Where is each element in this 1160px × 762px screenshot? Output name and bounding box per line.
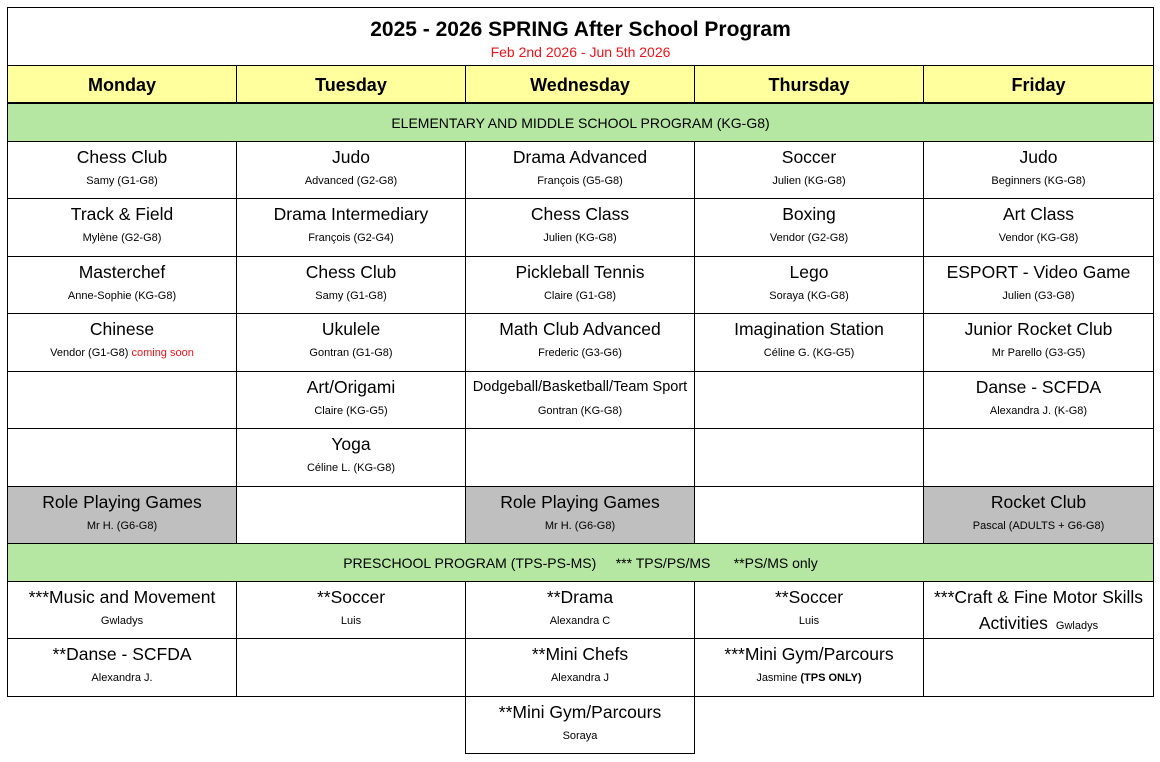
- activity-detail: [924, 232, 1153, 244]
- elementary-cell-masterchef: [7, 256, 237, 314]
- activity-instructor: Julien (G3-G8): [1002, 290, 1075, 302]
- activity-name: ***Music and Movement: [28, 587, 216, 607]
- activity-name: Role Playing Games: [500, 492, 660, 512]
- activity-instructor: Soraya: [562, 730, 598, 742]
- activity-name-line2: [924, 613, 1153, 634]
- activity-name: ***Mini Gym/Parcours: [724, 644, 894, 664]
- elementary-cell-empty: [694, 486, 924, 544]
- preschool-cell-soccer: [236, 581, 466, 639]
- activity-detail: [695, 290, 923, 302]
- activity-detail: [8, 672, 236, 684]
- activity-instructor: Gwladys: [1055, 620, 1099, 632]
- activity-instructor: Alexandra J.: [91, 672, 153, 684]
- elementary-cell-role-playing-games: [465, 486, 695, 544]
- activity-instructor: Alexandra J. (K-G8): [989, 405, 1088, 417]
- elementary-cell-dodgeball-basketball-team-sport: [465, 371, 695, 429]
- day-header-monday: Monday: [7, 65, 237, 103]
- activity-instructor: François (G5-G8): [537, 175, 623, 187]
- activity-detail: [8, 520, 236, 532]
- activity-name: Chinese: [89, 319, 155, 339]
- elementary-cell-empty: [7, 371, 237, 429]
- preschool-cell-soccer: [694, 581, 924, 639]
- activity-instructor: Céline G. (KG-G5): [763, 347, 855, 359]
- preschool-cell-mini-chefs: [465, 638, 695, 697]
- elementary-cell-imagination-station: [694, 313, 924, 372]
- preschool-cell-music-and-movement: [7, 581, 237, 639]
- activity-instructor: Samy (G1-G8): [315, 290, 387, 302]
- activity-name-cont: Activities: [978, 613, 1048, 633]
- activity-instructor: Gwladys: [100, 615, 144, 627]
- activity-name: ***Craft & Fine Motor Skills: [933, 587, 1144, 607]
- activity-name: Judo: [332, 147, 370, 167]
- activity-instructor: Céline L. (KG-G8): [306, 462, 396, 474]
- activity-name: Art/Origami: [306, 377, 396, 397]
- elementary-cell-math-club-advanced: [465, 313, 695, 372]
- activity-instructor: Vendor (KG-G8): [998, 232, 1079, 244]
- activity-instructor: Julien (KG-G8): [543, 232, 617, 244]
- preschool-cell-danse-scfda: [7, 638, 237, 697]
- activity-detail: [466, 290, 694, 302]
- activity-detail: [466, 347, 694, 359]
- activity-name: **Soccer: [774, 587, 844, 607]
- activity-instructor: Beginners (KG-G8): [991, 175, 1086, 187]
- elementary-cell-danse-scfda: [923, 371, 1154, 429]
- elementary-cell-yoga: [236, 428, 466, 487]
- elementary-cell-rocket-club: [923, 486, 1154, 544]
- title-box: [7, 7, 1154, 65]
- activity-name: **Soccer: [316, 587, 386, 607]
- elementary-cell-chinese: [7, 313, 237, 372]
- tps-only-note: (TPS ONLY): [800, 672, 862, 684]
- activity-name: Drama Advanced: [512, 147, 648, 167]
- elementary-cell-soccer: [694, 141, 924, 199]
- activity-detail: [924, 347, 1153, 359]
- activity-name: Chess Class: [530, 204, 630, 224]
- activity-detail: [237, 347, 465, 359]
- elementary-cell-art-class: [923, 198, 1154, 257]
- activity-instructor: Anne-Sophie (KG-G8): [67, 290, 177, 302]
- activity-detail: [237, 405, 465, 417]
- activity-instructor: Alexandra J: [550, 672, 610, 684]
- elementary-cell-role-playing-games: [7, 486, 237, 544]
- preschool-program-band: PRESCHOOL PROGRAM (TPS-PS-MS) *** TPS/PS/MS **PS/MS only: [7, 543, 1154, 582]
- activity-name: Chess Club: [76, 147, 168, 167]
- activity-instructor: Pascal (ADULTS + G6-G8): [972, 520, 1105, 532]
- activity-name: Dodgeball/Basketball/Team Sport: [472, 379, 688, 395]
- activity-detail: [8, 615, 236, 627]
- activity-instructor: Soraya (KG-G8): [769, 290, 849, 302]
- elementary-cell-drama-advanced: [465, 141, 695, 199]
- activity-name: Role Playing Games: [42, 492, 202, 512]
- activity-detail: [924, 175, 1153, 187]
- activity-name: **Mini Chefs: [531, 644, 629, 664]
- activity-instructor: Vendor (G1-G8): [50, 347, 129, 359]
- elementary-cell-judo: [923, 141, 1154, 199]
- day-header-tuesday: Tuesday: [236, 65, 466, 103]
- activity-instructor: Claire (KG-G5): [314, 405, 388, 417]
- elementary-cell-empty: [694, 428, 924, 487]
- activity-detail: [8, 347, 236, 359]
- activity-detail: [237, 175, 465, 187]
- activity-name: Danse - SCFDA: [975, 377, 1102, 397]
- activity-name: Drama Intermediary: [273, 204, 429, 224]
- activity-instructor: François (G2-G4): [308, 232, 394, 244]
- activity-name: Art Class: [1003, 204, 1074, 224]
- elementary-cell-chess-club: [7, 141, 237, 199]
- activity-instructor: Luis: [340, 615, 362, 627]
- elementary-cell-judo: [236, 141, 466, 199]
- activity-name: **Mini Gym/Parcours: [498, 702, 662, 722]
- activity-name: Boxing: [782, 204, 836, 224]
- activity-instructor: Julien (KG-G8): [772, 175, 846, 187]
- activity-instructor: Gontran (KG-G8): [537, 405, 623, 417]
- activity-detail: [695, 672, 923, 684]
- preschool-cell-craft-fine-motor-skills: [923, 581, 1154, 639]
- elementary-cell-empty: [465, 428, 695, 487]
- activity-instructor: Frederic (G3-G6): [538, 347, 622, 359]
- elementary-cell-track-field: [7, 198, 237, 257]
- activity-name: **Drama: [546, 587, 614, 607]
- activity-instructor: Mr Parello (G3-G5): [991, 347, 1086, 359]
- preschool-cell-mini-gym-parcours: [465, 696, 695, 754]
- activity-detail: [237, 462, 465, 474]
- activity-name: **Danse - SCFDA: [52, 644, 192, 664]
- elementary-cell-ukulele: [236, 313, 466, 372]
- preschool-cell-mini-gym-parcours: [694, 638, 924, 697]
- activity-instructor: Gontran (G1-G8): [309, 347, 393, 359]
- activity-instructor: Jasmine: [756, 672, 798, 684]
- elementary-cell-empty: [236, 486, 466, 544]
- preschool-cell-empty: [236, 638, 466, 697]
- day-header-wednesday: Wednesday: [465, 65, 695, 103]
- activity-detail: [924, 520, 1153, 532]
- activity-instructor: Luis: [798, 615, 820, 627]
- activity-detail: [8, 175, 236, 187]
- activity-name: Track & Field: [70, 204, 174, 224]
- activity-name: Lego: [789, 262, 829, 282]
- preschool-cell-drama: [465, 581, 695, 639]
- activity-detail: [924, 290, 1153, 302]
- activity-detail: [466, 520, 694, 532]
- activity-detail: [237, 615, 465, 627]
- activity-detail: [466, 175, 694, 187]
- activity-name: Chess Club: [305, 262, 397, 282]
- activity-name: Junior Rocket Club: [964, 319, 1113, 339]
- elementary-program-band: ELEMENTARY AND MIDDLE SCHOOL PROGRAM (KG-G8): [7, 103, 1154, 142]
- day-header-friday: Friday: [923, 65, 1154, 103]
- activity-instructor: Mr H. (G6-G8): [544, 520, 616, 532]
- activity-detail: [924, 405, 1153, 417]
- elementary-cell-empty: [923, 428, 1154, 487]
- activity-name: ESPORT - Video Game: [946, 262, 1131, 282]
- activity-instructor: Advanced (G2-G8): [304, 175, 398, 187]
- activity-name: Soccer: [781, 147, 837, 167]
- activity-name: Pickleball Tennis: [515, 262, 645, 282]
- activity-detail: [466, 405, 694, 417]
- activity-instructor: Alexandra C: [549, 615, 611, 627]
- activity-detail: [695, 615, 923, 627]
- activity-instructor: Vendor (G2-G8): [769, 232, 849, 244]
- elementary-cell-boxing: [694, 198, 924, 257]
- activity-name: Yoga: [331, 434, 371, 454]
- elementary-cell-empty: [694, 371, 924, 429]
- activity-instructor: Mylène (G2-G8): [82, 232, 162, 244]
- elementary-cell-lego: [694, 256, 924, 314]
- coming-soon-note: coming soon: [131, 347, 194, 359]
- activity-detail: [466, 672, 694, 684]
- activity-detail: [8, 290, 236, 302]
- activity-name: Masterchef: [78, 262, 166, 282]
- elementary-cell-art-origami: [236, 371, 466, 429]
- activity-detail: [695, 175, 923, 187]
- activity-detail: [237, 290, 465, 302]
- activity-instructor: Claire (G1-G8): [543, 290, 617, 302]
- activity-name: Math Club Advanced: [499, 319, 661, 339]
- activity-detail: [695, 232, 923, 244]
- activity-detail: [466, 232, 694, 244]
- elementary-cell-junior-rocket-club: [923, 313, 1154, 372]
- elementary-cell-chess-club: [236, 256, 466, 314]
- elementary-cell-esport-video-game: [923, 256, 1154, 314]
- elementary-cell-chess-class: [465, 198, 695, 257]
- activity-name: Rocket Club: [990, 492, 1087, 512]
- elementary-cell-pickleball-tennis: [465, 256, 695, 314]
- activity-name: Judo: [1019, 147, 1058, 167]
- activity-name: Ukulele: [321, 319, 381, 339]
- activity-detail: [8, 232, 236, 244]
- activity-name: Imagination Station: [734, 319, 884, 339]
- day-header-thursday: Thursday: [694, 65, 924, 103]
- elementary-cell-empty: [7, 428, 237, 487]
- activity-instructor: Mr H. (G6-G8): [86, 520, 158, 532]
- activity-instructor: Samy (G1-G8): [86, 175, 158, 187]
- activity-detail: [695, 347, 923, 359]
- activity-detail: [237, 232, 465, 244]
- program-dates: Feb 2nd 2026 - Jun 5th 2026: [490, 44, 671, 60]
- preschool-cell-empty: [923, 638, 1154, 697]
- elementary-cell-drama-intermediary: [236, 198, 466, 257]
- activity-detail: [466, 730, 694, 742]
- page-title: 2025 - 2026 SPRING After School Program: [370, 18, 791, 41]
- activity-detail: [466, 615, 694, 627]
